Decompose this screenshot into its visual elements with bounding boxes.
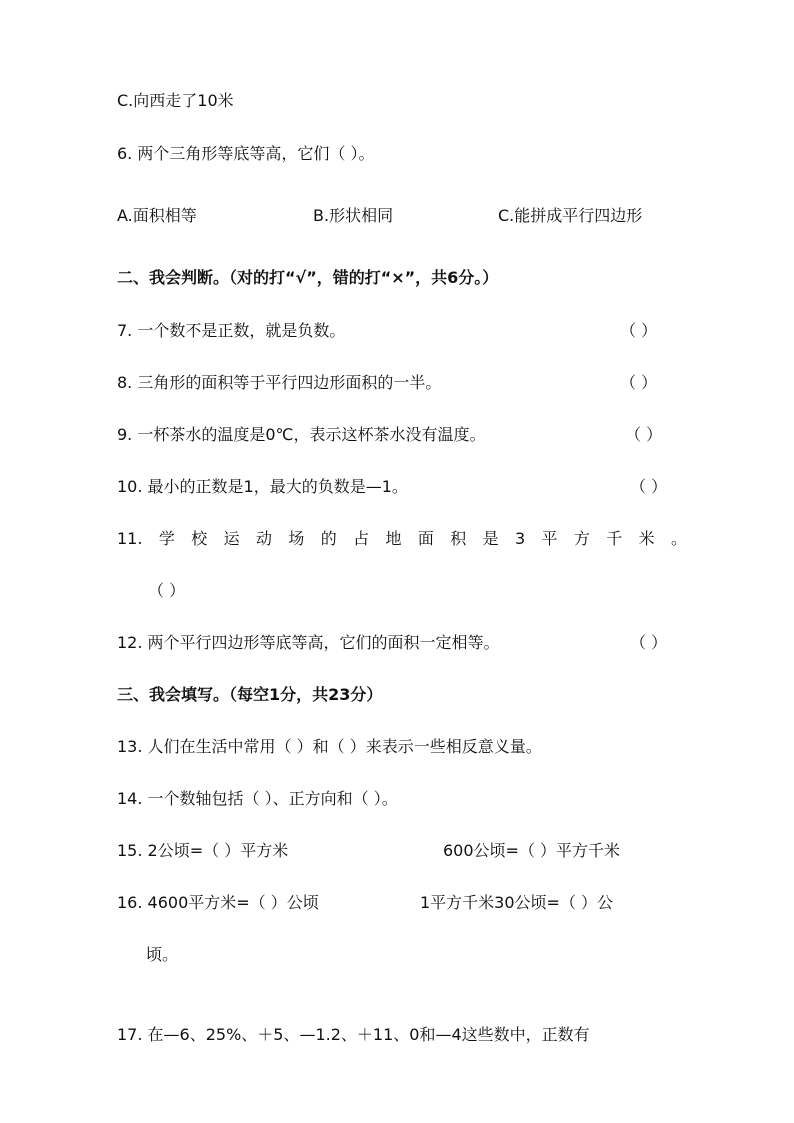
q15-part2: 600公顷=（ ）平方千米 <box>443 841 621 860</box>
q12-text: 12. 两个平行四边形等底等高，它们的面积一定相等。 <box>117 633 500 652</box>
q16-part1: 16. 4600平方米=（ ）公顷 <box>117 893 319 912</box>
q7-answer-blank: （ ） <box>620 321 658 340</box>
section2-title: 二、我会判断。（对的打“√”，错的打“×”，共6分。） <box>117 268 499 287</box>
q16-continuation: 顷。 <box>146 945 179 964</box>
q11-char: 。 <box>670 529 687 548</box>
q9-text: 9. 一杯茶水的温度是0℃，表示这杯茶水没有温度。 <box>117 425 486 444</box>
q11-char: 千 <box>606 529 623 548</box>
q8-text: 8. 三角形的面积等于平行四边形面积的一半。 <box>117 373 442 392</box>
q6-option-b: B.形状相同 <box>313 206 394 225</box>
q11-char: 校 <box>191 529 208 548</box>
q6-option-c: C.能拼成平行四边形 <box>498 206 643 225</box>
q6-option-a: A.面积相等 <box>117 206 197 225</box>
q11-char: 是 <box>482 529 499 548</box>
q8-answer-blank: （ ） <box>620 373 658 392</box>
q11-char: 地 <box>385 529 402 548</box>
q11-char: 积 <box>450 529 467 548</box>
q14-text: 14. 一个数轴包括（ ）、正方向和（ ）。 <box>117 789 398 808</box>
q11-char: 占 <box>353 529 370 548</box>
q11-char: 动 <box>255 529 272 548</box>
q11-char: 11. <box>117 529 143 548</box>
q11-char: 场 <box>288 529 305 548</box>
q13-text: 13. 人们在生活中常用（ ）和（ ）来表示一些相反意义量。 <box>117 737 542 756</box>
q11-char: 的 <box>320 529 337 548</box>
q11-char: 3 <box>514 529 526 548</box>
q17-text: 17. 在—6、25%、＋5、—1.2、＋11、0和—4这些数中，正数有 <box>117 1025 590 1044</box>
q10-answer-blank: （ ） <box>630 477 668 496</box>
q9-answer-blank: （ ） <box>625 425 663 444</box>
q11-answer-blank: （ ） <box>148 581 186 600</box>
q7-text: 7. 一个数不是正数，就是负数。 <box>117 321 346 340</box>
section3-title: 三、我会填写。（每空1分，共23分） <box>117 685 383 704</box>
q10-text: 10. 最小的正数是1，最大的负数是—1。 <box>117 477 408 496</box>
q11-char: 学 <box>158 529 175 548</box>
q15-part1: 15. 2公顷=（ ）平方米 <box>117 841 289 860</box>
q12-answer-blank: （ ） <box>630 633 668 652</box>
q11-char: 方 <box>573 529 590 548</box>
q11-char: 米 <box>638 529 655 548</box>
q11-text <box>117 528 687 550</box>
q6-stem: 6. 两个三角形等底等高，它们（ ）。 <box>117 144 375 163</box>
q5-option-c: C.向西走了10米 <box>117 91 234 110</box>
q11-char: 运 <box>223 529 240 548</box>
q11-char: 面 <box>417 529 434 548</box>
q16-part2: 1平方千米30公顷=（ ）公 <box>420 893 614 912</box>
q11-char: 平 <box>541 529 558 548</box>
